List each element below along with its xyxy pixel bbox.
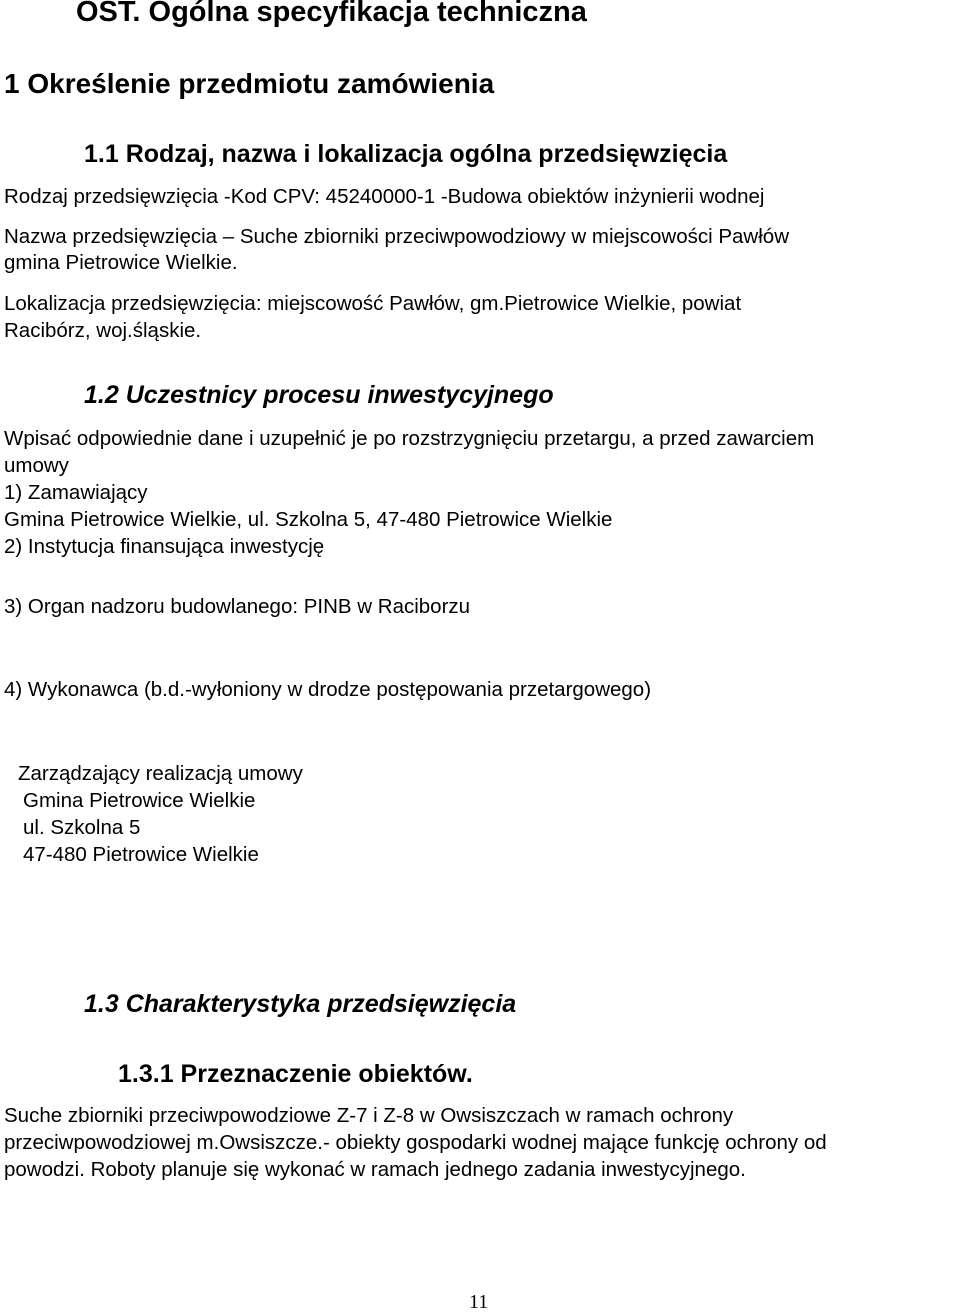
contract-manager-street: ul. Szkolna 5 [23,816,141,839]
document-title: OST. Ogólna specyfikacja techniczna [76,0,587,28]
contract-manager-city: 47-480 Pietrowice Wielkie [23,843,259,866]
participant-1-label: 1) Zamawiający [4,481,148,504]
contract-manager-name: Gmina Pietrowice Wielkie [23,789,256,812]
section-1-1-heading: 1.1 Rodzaj, nazwa i lokalizacja ogólna przedsięwzięcia [84,140,728,168]
project-location-line-1: Lokalizacja przedsięwzięcia: miejscowość Pawłów, gm.Pietrowice Wielkie, powiat [4,292,742,315]
page-number: 11 [469,1291,489,1313]
project-name-line-1: Nazwa przedsięwzięcia – Suche zbiorniki przeciwpowodziowy w miejscowości Pawłów [4,225,789,248]
purpose-text-line-3: powodzi. Roboty planuje się wykonać w ramach jednego zadania inwestycyjnego. [4,1158,746,1181]
contract-manager-title: Zarządzający realizacją umowy [18,762,303,785]
purpose-text-line-1: Suche zbiorniki przeciwpowodziowe Z-7 i Z-8 w Owsiszczach w ramach ochrony [4,1104,734,1127]
project-name-line-2: gmina Pietrowice Wielkie. [4,251,238,274]
project-location-line-2: Racibórz, woj.śląskie. [4,319,202,342]
section-1-3-1-heading: 1.3.1 Przeznaczenie obiektów. [118,1060,473,1088]
participant-3-label: 3) Organ nadzoru budowlanego: PINB w Raciborzu [4,595,471,618]
participants-intro-line-2: umowy [4,454,69,477]
participant-2-label: 2) Instytucja finansująca inwestycję [4,535,325,558]
section-1-heading: 1 Określenie przedmiotu zamówienia [4,68,495,99]
participants-intro-line-1: Wpisać odpowiednie dane i uzupełnić je po rozstrzygnięciu przetargu, a przed zawarciem [4,427,815,450]
section-1-2-heading: 1.2 Uczestnicy procesu inwestycyjnego [84,381,554,409]
project-type-text: Rodzaj przedsięwzięcia -Kod CPV: 45240000-1 -Budowa obiektów inżynierii wodnej [4,185,765,208]
participant-4-label: 4) Wykonawca (b.d.-wyłoniony w drodze postępowania przetargowego) [4,678,652,701]
participant-1-detail: Gmina Pietrowice Wielkie, ul. Szkolna 5, 47-480 Pietrowice Wielkie [4,508,613,531]
purpose-text-line-2: przeciwpowodziowej m.Owsiszcze.- obiekty gospodarki wodnej mające funkcję ochrony od [4,1131,827,1154]
section-1-3-heading: 1.3 Charakterystyka przedsięwzięcia [84,990,517,1018]
